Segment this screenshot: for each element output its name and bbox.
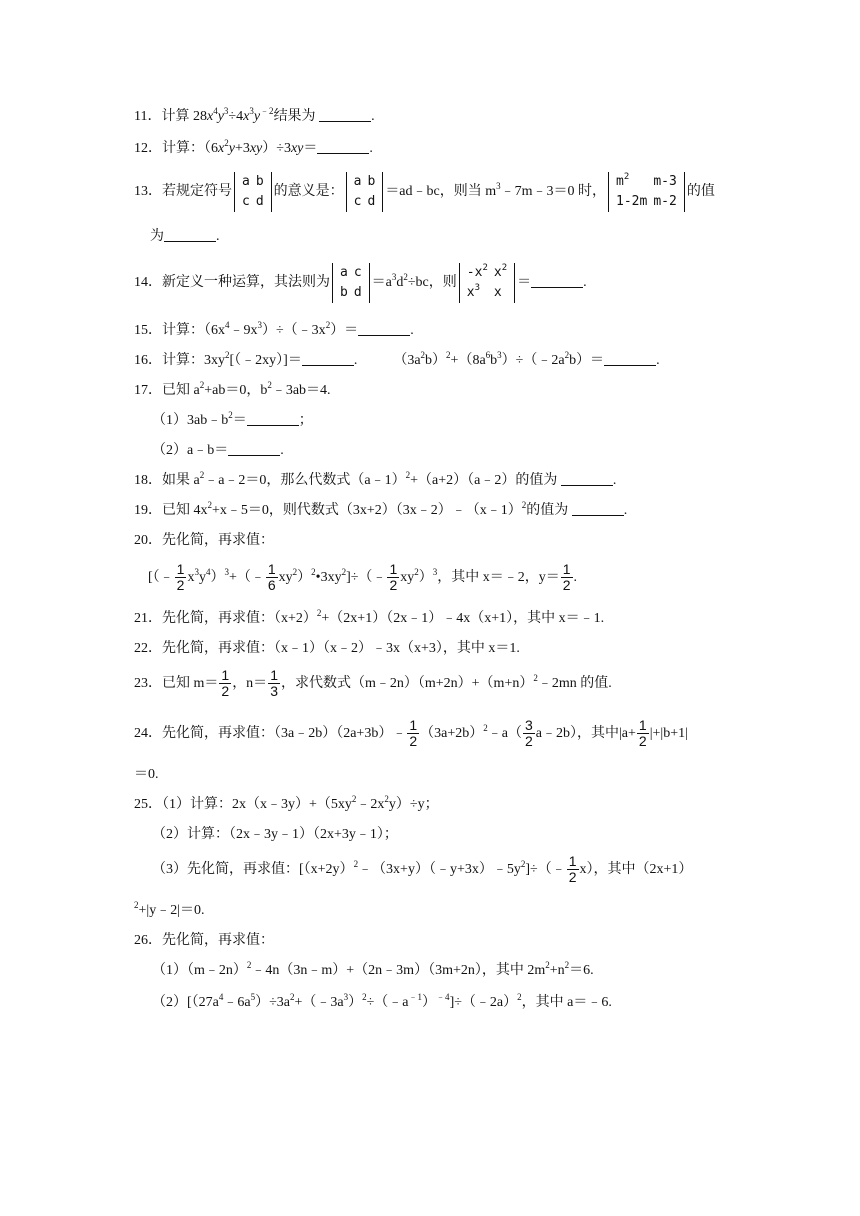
fraction-half: $\frac{1}{2}$	[409, 717, 418, 750]
question-20: 20．先化简，再求值：	[134, 533, 274, 548]
question-16: 16．计算：$3xy^2[(﹣2xy)]=$ . $(3a^2b)^2+(8a^6b^3)\div(﹣2a^2b)=$ .	[134, 350, 660, 368]
answer-blank	[319, 109, 371, 122]
question-12: 12．计算：$(6x^2y+3xy)\div 3xy=$ .	[134, 138, 373, 156]
fraction-sixth: $\frac{1}{6}$	[267, 561, 276, 594]
question-19: 19．已知 $4x^2+x﹣5=0$，则代数式（3x+2）（3x﹣2）﹣（x﹣1）$^2$的值为 .	[134, 500, 628, 518]
question-20-expression: [（﹣ $\frac{1}{2}$ $x^3y^4)^3+(﹣$ $\frac{1}{6}$ $xy^2)^2•3xy^2]\div(﹣$ $\frac{1}{2}$ $xy^2)^3$，其中 x＝﹣2，y＝ $\frac{1}{2}$ .	[148, 561, 578, 594]
fraction-half: $\frac{1}{2}$	[638, 717, 647, 750]
answer-blank	[358, 323, 410, 336]
fraction-half: $\frac{1}{2}$	[176, 561, 185, 594]
question-21: 21．先化简，再求值：$(x+2)^2+(2x+1)(2x﹣1)﹣4x(x+1)$，其中 x＝﹣1.	[134, 608, 605, 626]
question-25-cont: $^2$+|y﹣2|＝0.	[134, 900, 205, 918]
answer-blank	[572, 503, 624, 516]
question-26: 26．先化简，再求值：	[134, 933, 274, 948]
question-11: 11．计算 $28x^4y^3\div 4x^3y^{﹣2}$结果为 .	[134, 106, 375, 124]
question-number: 11．	[134, 109, 162, 124]
determinant-abcd-2: a b c d	[346, 172, 384, 212]
question-17-part-1: $(1)3ab﹣b^2=$ ；	[152, 410, 313, 428]
fraction-half: $\frac{1}{2}$	[389, 561, 398, 594]
fraction-three-halves: $\frac{3}{2}$	[524, 717, 533, 750]
question-17: 17．已知 $a^2+ab=0$，$b^2﹣3ab=4$.	[134, 380, 331, 398]
answer-blank	[604, 353, 656, 366]
question-15: 15．计算：$(6x^4﹣9x^3)\div(﹣3x^2)=$ .	[134, 320, 414, 338]
answer-blank	[317, 141, 369, 154]
question-18: 18．如果 $a^2﹣a﹣2=0$，那么代数式（a﹣1）$^2$+（a+2）（a﹣2）的值为 .	[134, 470, 617, 488]
answer-blank	[302, 353, 354, 366]
question-26-part-1: （1）（m﹣2n）$^2$﹣4n（3n﹣m）+（2n﹣3m）（3m+2n），其中 $2m^2+n^2=6$.	[152, 960, 594, 978]
question-14: 14．新定义一种运算，其法则为 a c b d $=a^3d^2\div bc$，则 $-x^2$ $x^2$ $x^3$ x ＝ .	[134, 258, 587, 308]
fraction-third: $\frac{1}{3}$	[270, 667, 278, 700]
fraction-half: $\frac{1}{2}$	[221, 667, 230, 700]
determinant-x: $-x^2$ $x^2$ $x^3$ x	[459, 263, 515, 303]
question-24: 24．先化简，再求值：（3a﹣2b）（2a+3b）﹣ $\frac{1}{2}$ $(3a+2b)^2﹣a$（ $\frac{3}{2}$ a﹣2b），其中|a+ $\frac{1}{2}$ |+|b+1|	[134, 717, 688, 750]
question-26-part-2: $(2)[(27a^4﹣6a^5)\div 3a^2+(﹣3a^3)^2\div(﹣a^{﹣1})^{﹣4}]\div(﹣2a)^2$，其中 a＝﹣6.	[152, 992, 612, 1010]
determinant-abcd: a b c d	[234, 172, 272, 212]
question-24-cont: ＝0.	[134, 767, 159, 782]
answer-blank	[247, 413, 299, 426]
answer-blank	[561, 473, 613, 486]
answer-blank	[228, 443, 280, 456]
question-25-part-2: （2）计算：（2x﹣3y﹣1）（2x+3y﹣1）；	[152, 827, 398, 842]
fraction-half: $\frac{1}{2}$	[562, 561, 571, 594]
question-22: 22．先化简，再求值：（x﹣1）（x﹣2）﹣3x（x+3），其中 x＝1.	[134, 641, 520, 656]
question-25-part-1: 25．（1）计算：$2x(x﹣3y)+(5xy^2﹣2x^2y)\div y$；	[134, 794, 439, 812]
answer-blank	[164, 229, 216, 242]
answer-blank	[531, 275, 583, 288]
determinant-acbd: a c b d	[332, 263, 370, 303]
question-17-part-2: （2）a﹣b＝ .	[152, 443, 284, 458]
determinant-m: $m^2$ m-3 1-2m m-2	[608, 172, 685, 212]
fraction-half: $\frac{1}{2}$	[568, 853, 577, 886]
question-23: 23．已知 m＝ $\frac{1}{2}$ ，n＝ $\frac{1}{3}$ ，求代数式$(m﹣2n)(m+2n)+(m+n)^2﹣2mn$ 的值.	[134, 667, 612, 700]
question-25-part-3: （3）先化简，再求值：$[(x+2y)^2﹣(3x+y)(﹣y+3x)﹣5y^2]\div(﹣$ $\frac{1}{2}$ x），其中（2x+1）	[152, 853, 693, 886]
question-13: 13．若规定符号 a b c d 的意义是： a b c d ＝ad﹣bc，则当 $m^3﹣7m﹣3=0$ 时， $m^2$ m-3 1-2m m-2 的值	[134, 168, 715, 216]
question-13-cont: 为 .	[150, 229, 220, 244]
